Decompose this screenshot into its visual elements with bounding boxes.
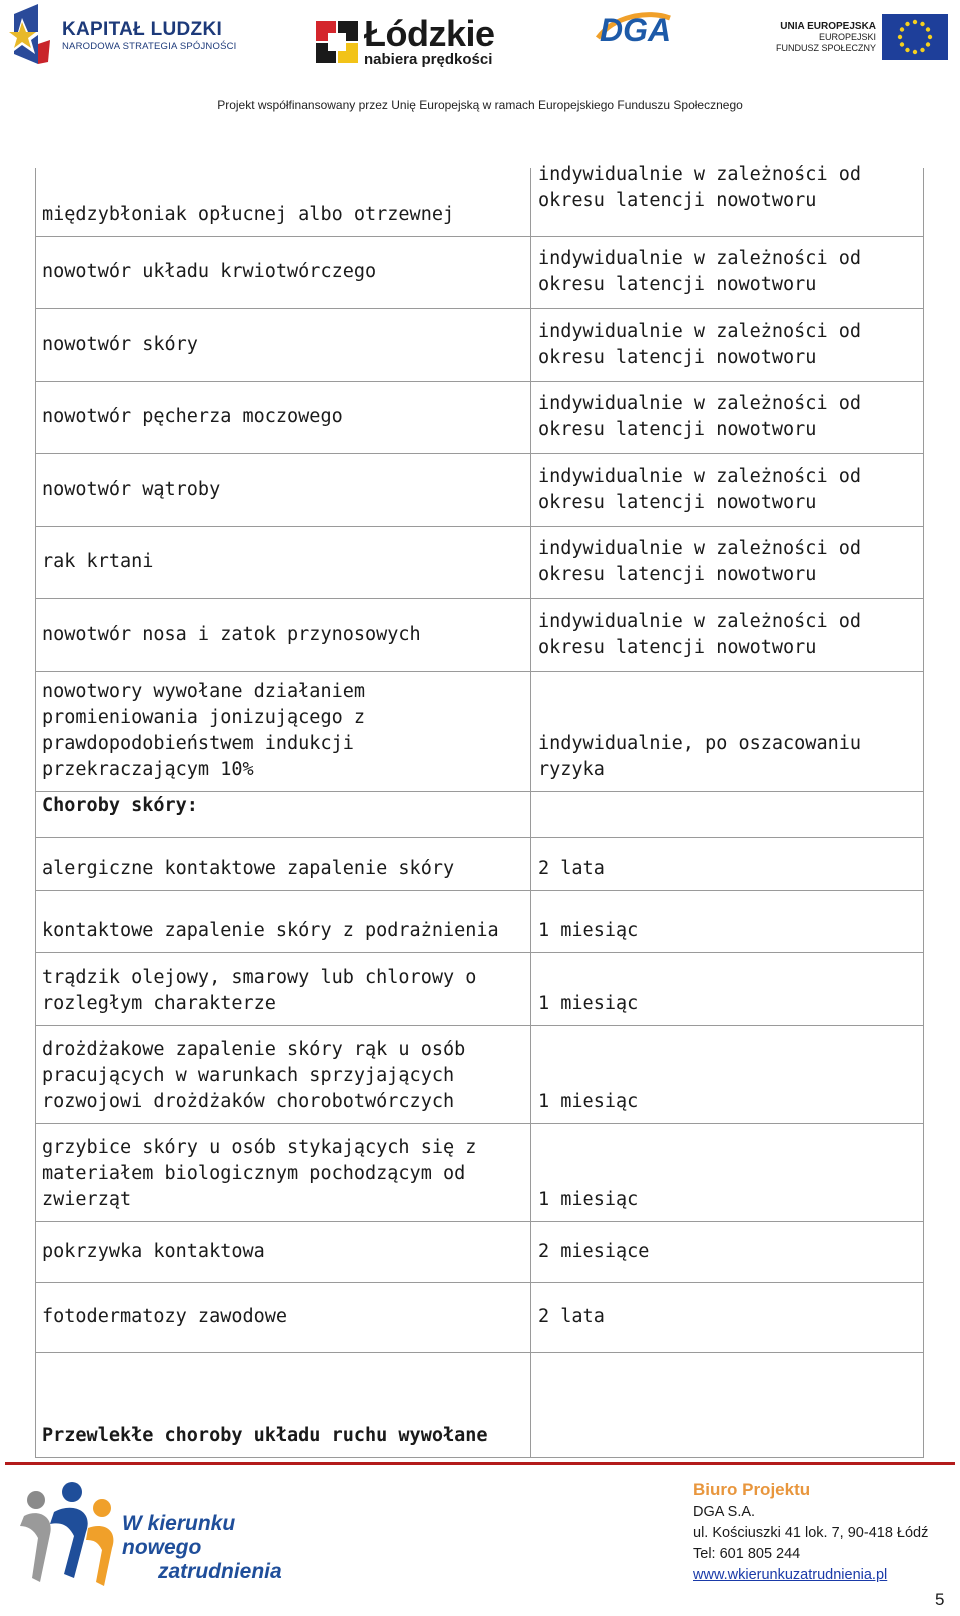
eu-line-1: UNIA EUROPEJSKA [780, 20, 877, 32]
eu-logo [776, 14, 948, 60]
observation-period [531, 791, 924, 837]
lodzkie-logo [316, 13, 495, 68]
table-row [35, 890, 924, 953]
observation-period: indywidualnie w zależności od okresu latencji nowotworu [538, 465, 862, 513]
disease-name: alergiczne kontaktowe zapalenie skóry [35, 837, 531, 890]
disease-name: drożdżakowe zapalenie skóry rąk u osób pracujących w warunkach sprzyjających rozwojowi drożdżaków chorobotwórczych [35, 1025, 531, 1123]
kapital-ludzki-subtitle: NARODOWA STRATEGIA SPÓJNOŚCI [62, 40, 237, 52]
table-row [35, 952, 924, 1026]
observation-period: indywidualnie w zależności od okresu latencji nowotworu [538, 610, 862, 658]
page-number: 5 [935, 1590, 945, 1609]
lodzkie-title: Łódzkie [364, 13, 495, 54]
disease-name: międzybłoniak opłucnej albo otrzewnej [35, 168, 531, 236]
kapital-ludzki-logo [8, 4, 237, 66]
disease-name: nowotwór pęcherza moczowego [35, 381, 531, 453]
disease-name: nowotwór nosa i zatok przynosowych [35, 598, 531, 671]
table-border-bottom [35, 1457, 924, 1458]
disease-name: trądzik olejowy, smarowy lub chlorowy o rozległym charakterze [35, 952, 531, 1025]
disease-name: nowotwór układu krwiotwórczego [35, 236, 531, 308]
observation-period: indywidualnie, po oszacowaniu ryzyka [538, 733, 862, 780]
table-row [35, 381, 924, 454]
observation-period: 1 miesiąc [538, 1189, 639, 1210]
kapital-ludzki-title: KAPITAŁ LUDZKI [62, 18, 223, 40]
section-heading: Przewlekłe choroby układu ruchu wywołane [35, 1352, 531, 1457]
w-kierunku-line-1: W kierunku nowego [122, 1512, 236, 1559]
office-phone: Tel: 601 805 244 [693, 1546, 801, 1562]
table-row [35, 671, 924, 792]
eu-line-2: EUROPEJSKI [819, 31, 877, 42]
table-row [35, 837, 924, 891]
disease-name: grzybice skóry u osób stykających się z materiałem biologicznym pochodzącym od zwierząt [35, 1123, 531, 1221]
table-row [35, 1352, 924, 1457]
lodzkie-subtitle: nabiera prędkości [364, 51, 493, 68]
table-row [35, 236, 924, 309]
table-row [35, 598, 924, 672]
table-row [35, 1025, 924, 1124]
footer-divider [5, 1462, 955, 1465]
disease-name: pokrzywka kontaktowa [35, 1221, 531, 1282]
observation-period: 2 lata [538, 858, 605, 879]
observation-period: indywidualnie w zależności od okresu latencji nowotworu [538, 164, 862, 211]
disease-name: nowotwór wątroby [35, 453, 531, 526]
table-row [35, 1282, 924, 1353]
table-row [35, 164, 924, 237]
observation-period: 2 lata [538, 1306, 605, 1327]
disease-name: nowotwór skóry [35, 308, 531, 381]
eu-flag-icon [882, 14, 948, 60]
office-title: Biuro Projektu [693, 1480, 811, 1499]
disease-name: fotodermatozy zawodowe [35, 1282, 531, 1352]
funding-note: Projekt współfinansowany przez Unię Europejską w ramach Europejskiego Funduszu Społecznego [217, 98, 743, 112]
observation-period: 1 miesiąc [538, 1091, 639, 1112]
table-row [35, 1221, 924, 1283]
disease-name: kontaktowe zapalenie skóry z podrażnienia [35, 890, 531, 952]
page-header [0, 0, 960, 132]
company-name: DGA S.A. [693, 1504, 756, 1520]
table-row [35, 791, 924, 838]
section-heading: Choroby skóry: [35, 791, 531, 837]
w-kierunku-line-2: zatrudnienia [158, 1560, 282, 1583]
kapital-ludzki-emblem-icon [8, 4, 52, 66]
table-row [35, 1123, 924, 1222]
w-kierunku-logo [14, 1478, 314, 1596]
table-row [35, 308, 924, 382]
dga-logo [600, 12, 671, 49]
disease-name: nowotwory wywołane działaniem promieniowania jonizującego z prawdopodobieństwem indukcji przekraczającym 10% [35, 671, 531, 791]
website-link[interactable]: www.wkierunkuzatrudnienia.pl [693, 1567, 888, 1583]
eu-line-3: FUNDUSZ SPOŁECZNY [776, 42, 877, 53]
people-figures-icon [14, 1478, 124, 1596]
observation-period: indywidualnie w zależności od okresu latencji nowotworu [538, 393, 862, 440]
observation-period: indywidualnie w zależności od okresu latencji nowotworu [538, 248, 862, 295]
dga-title: DGA [600, 12, 672, 48]
table-row [35, 453, 924, 527]
observation-period: indywidualnie w zależności od okresu latencji nowotworu [538, 320, 862, 368]
table-row [35, 526, 924, 599]
observation-period: 1 miesiąc [538, 993, 639, 1014]
observation-period: 2 miesiące [538, 1240, 650, 1262]
disease-name: rak krtani [35, 526, 531, 598]
lodzkie-emblem-icon [316, 21, 358, 63]
observation-period: indywidualnie w zależności od okresu latencji nowotworu [538, 538, 862, 585]
office-address: ul. Kościuszki 41 lok. 7, 90-418 Łódź [693, 1525, 929, 1541]
observation-period [531, 1352, 924, 1457]
project-office-info [693, 1478, 928, 1586]
observation-period: 1 miesiąc [538, 920, 639, 941]
